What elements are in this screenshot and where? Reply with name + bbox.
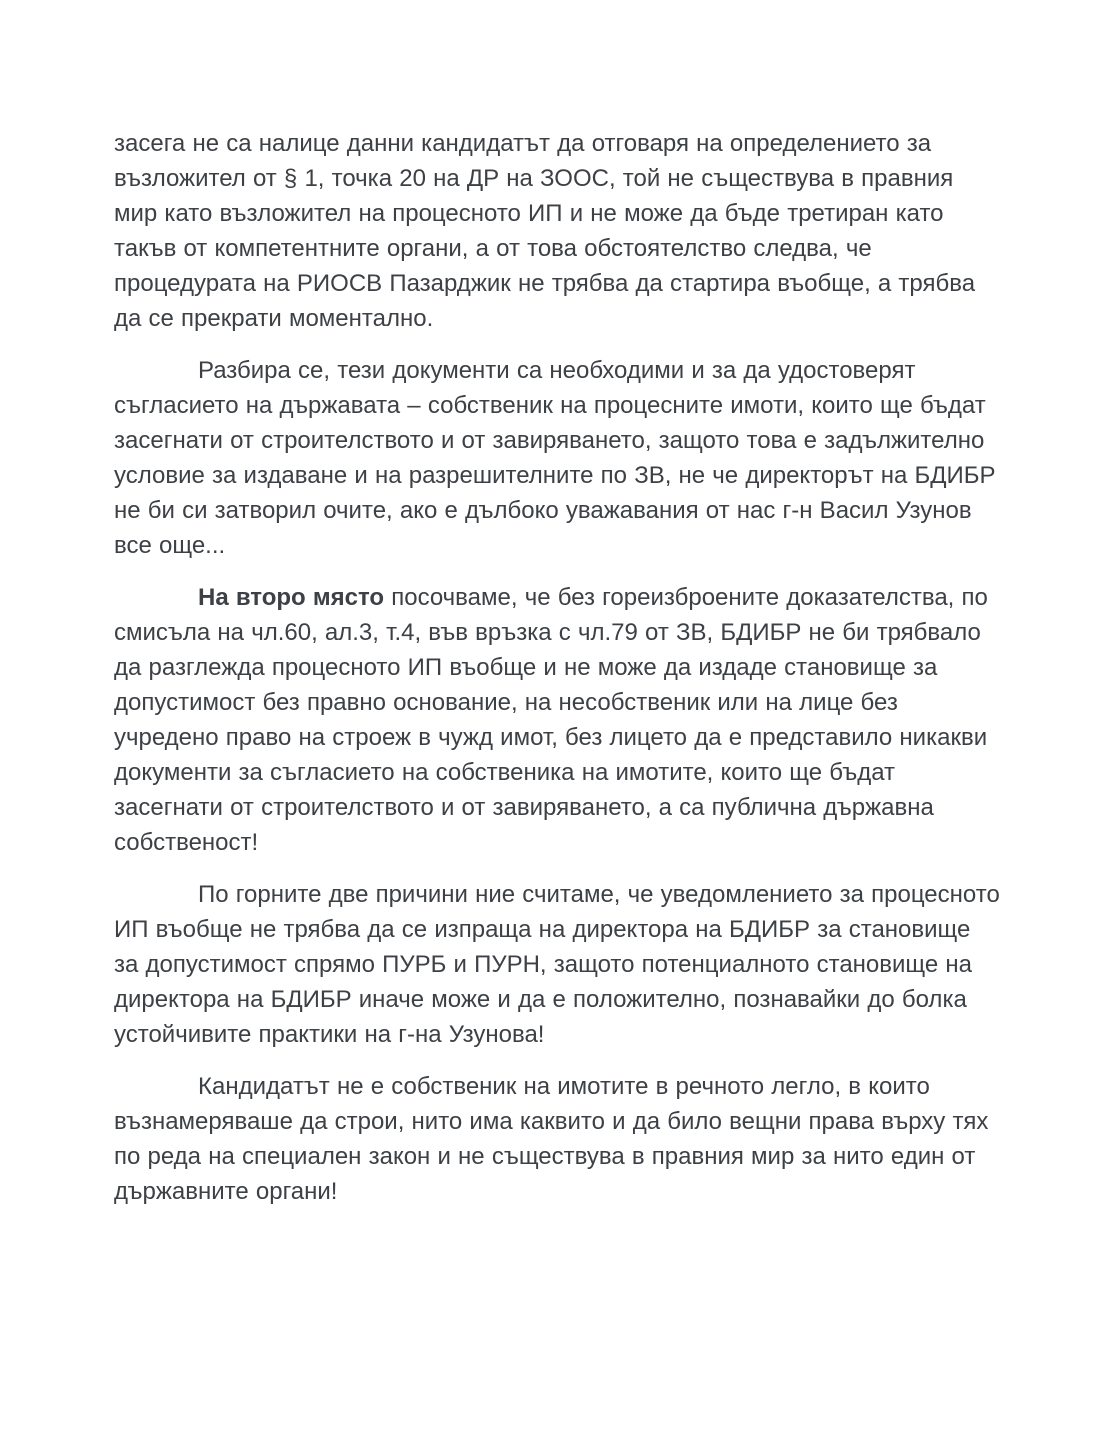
- text-run: Кандидатът не е собственик на имотите в речното легло, в които възнамеряваше да строи, нито има каквито и да било вещни права върху тях по реда на специален закон и не съществува в правния мир за нито един от държавните органи!: [114, 1073, 989, 1205]
- text-run: засега не са налице данни кандидатът да отговаря на определението за възложител от § 1, точка 20 на ДР на ЗООС, той не съществува в правния мир като възложител на процесното ИП и не може да бъде третиран като такъв от компетентните органи, а от това обстоятелство следва, че процедурата на РИОСВ Пазарджик не трябва да стартира въобще, а трябва да се прекрати моментално.: [114, 130, 976, 332]
- paragraph-4: [114, 877, 1000, 1052]
- bold-text-run: На второ място: [198, 584, 385, 611]
- text-run: посочваме, че без гореизброените доказателства, по смисъла на чл.60, ал.3, т.4, във връзка с чл.79 от ЗВ, БДИБР не би трябвало да разглежда процесното ИП въобще и не може да издаде становище за допустимост без правно основание, на несобственик или на лице без учредено право на строеж в чужд имот, без лицето да е представило никакви документи за съгласието на собственика на имотите, които ще бъдат засегнати от строителството и от завиряването, а са публична държавна собственост!: [114, 584, 988, 856]
- text-run: Разбира се, тези документи са необходими и за да удостоверят съгласието на държавата – собственик на процесните имоти, които ще бъдат засегнати от строителството и от завиряването, защото това е задължително условие за издаване и на разрешителните по ЗВ, не че директорът на БДИБР не би си затворил очите, ако е дълбоко уважавания от нас г-н Васил Узунов все още...: [114, 357, 996, 559]
- text-run: По горните две причини ние считаме, че уведомлението за процесното ИП въобще не трябва да се изпраща на директора на БДИБР за становище за допустимост спрямо ПУРБ и ПУРН, защото потенциалното становище на директора на БДИБР иначе може и да е положително, познавайки до болка устойчивите практики на г-на Узунова!: [114, 881, 1000, 1048]
- paragraph-2: [114, 353, 1000, 563]
- paragraph-1: [114, 126, 1000, 336]
- paragraph-3: [114, 580, 1000, 860]
- document-body: [114, 126, 1000, 1226]
- paragraph-5: [114, 1069, 1000, 1209]
